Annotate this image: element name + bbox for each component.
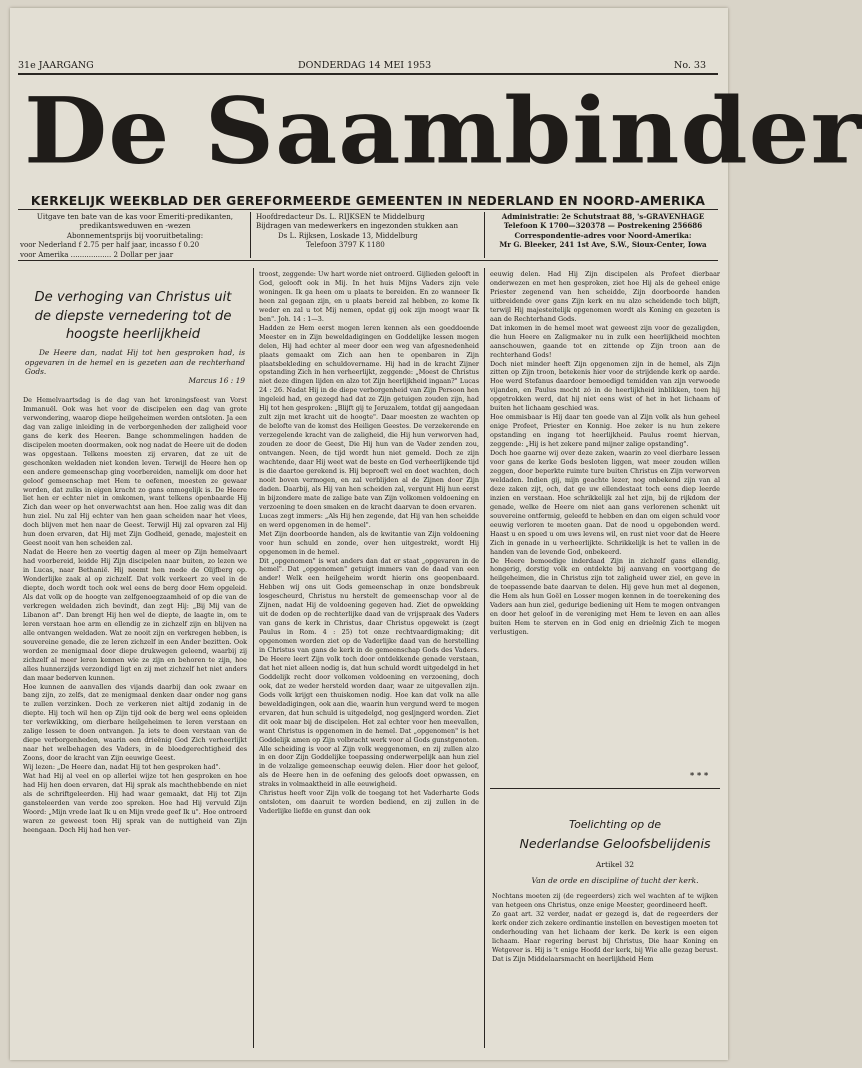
paragraph: Doch hoe gaarne wij over deze zaken, waarin zo veel dierbare lessen voor gans de kerke Gods besloten liggen, wat meer zouden willen zeggen, door beperkte ruimte ture buiten Christus en Zijn verworven weldaden. Indien gij, mijn geachte lezer, nog onbekend zijn van al deze zaken zijt, och, dat ge uw ellendestaat toch eens diep leerde inzien en verstaan. Hoe schrikkelijk zal het zijn, bij de rijkdom der genade, welke de Heere om niet aan gans verlorenen schenkt uit souvereine ontfermig, geleefd te hebben en dan om eigen schuld voor eeuwig verloren te moeten gaan. Dat de nood u opgebonden werd. Haast u en spoed u om uws levens wil, en rust niet voor dat de Heere Zich in genade in u verheerlijkte. Schrikkelijk is het te vallen in de handen van de levende God, onbekeerd.	[490, 449, 720, 556]
section-caption: Van de orde en discipline of tucht der kerk.	[531, 876, 699, 885]
paragraph: troost, zeggende: Uw hart worde niet ontroerd. Gijlieden gelooft in God, gelooft ook in Mij. In het huis Mijns Vaders zijn vele woningen. Ik ga heen om u plaats te bereiden. En zo wanneer Ik heen zal gegaan zijn, en u plaats bereid zal hebben, zo kome Ik weder en zal u tot Mij nemen, opdat gij ook zijn moogt waar Ik ben". Joh. 14 : 1—3.	[259, 270, 479, 323]
editor-line: Hoofdredacteur Ds. L. RIJKSEN te Middelburg	[256, 212, 425, 221]
column-divider	[484, 268, 485, 1048]
top-rule	[18, 73, 718, 75]
section-body	[492, 892, 718, 1048]
admin-line: Correspondentie-adres voor Noord-Amerika:	[514, 230, 692, 240]
paragraph: De Heere bemoedige inderdaad Zijn in zichzelf gans ellendig, hongerig, dorstig volk en ontdekte bij aanvang en voortgang de heilgeheimen, die in Christus zijn tot zaligheid uwer ziel, en geve in de toepassende bate daarvan te delen. Hij geve hun met al degenen, die Hem als hun Goël en Losser mogen kennen in de toerekening des Vaders aan hun ziel, gedurige bediening uit Hem te mogen ontvangen en door het geloof in de vereniging met Hem te leven en aan alles buiten Hem te sterven en in God enig en drieënig Zich te mogen verlustigen.	[490, 556, 720, 637]
editor-info	[256, 212, 486, 250]
paragraph: Hadden ze Hem eerst mogen leren kennen als een goeddoende Meester en in Zijn beweldadigingen en Goddelijke lessen mogen delen, Hij had echter al meer door een weg van afgesnedenheid plaats gemaakt om Zich aan hen te openbaren in Zijn plaatsbekleding en schuldovername. Hij had in de kracht Zijner opstanding Zich in hen verheerlijkt, zeggende: „Moest de Christus niet deze dingen lijden en alzo tot Zijn heerlijkheid ingaan?" Lucas 24 : 26. Nadat Hij in de diepe verborgenheid van Zijn Persoon hen ingeleid had, en gezegd had dat ze Zijn getuigen zouden zijn, had Hij tot hen gesproken: „Blijft gij te Jeruzalem, totdat gij aangedaan zult zijn met kracht uit de hoogte". Daar moesten ze wachten op de belofte van de komst des Heiligen Geestes. De verzekerende en verzegelende kracht van de zaligheid, die Hij hun verworven had, zouden ze door de Geest, Die Hij hun van de Vader zenden zou, ontvangen. Neen, de tijd wordt hun niet gemeld. Doch ze zijn wachtende, daar Hij weet wat de beste en God verheerlijkende tijd is die daartoe gerekend is. Hij beproeft wel en doet wachten, doch nooit boven vermogen, en zal verblijden al de Zijnen door Zijn daden. Daarbij, als Hij van hen scheiden zal, vergunt Hij hun eerst in bijzondere mate de zalige bate van Zijn volkomen voldoening en verzoening te doen smaken en de kracht daarvan te doen ervaren.	[259, 323, 479, 511]
article-number: Artikel 32	[595, 860, 635, 869]
paragraph: De Hemelvaartsdag is de dag van het kroningsfeest van Vorst Immanuël. Ook was het voor de discipelen een dag van grote verwondering, waarop diepe heilgeheimen werden ontsloten. Ja een dag van zalige inleiding in de verborgenheden der zaligheid voor gans de kerk des Heeren. Bange schommelingen hadden de discipelen moeten doormaken, ook nog nadat de Heere uit de doden was opgestaan. Telkens moesten zij ervaren, dat ze uit de geschonken weldaden niet konden leven. Terwijl de Heere hen op een andere gemeenschap ging voorbereiden, namelijk om door het geloof gemeenschap met Hem te oefenen, moesten ze gewaar worden, dat zulks in eigen kracht zo gans onmogelijk is. De Heere liet hen er echter niet in omkomen, want telkens openbaarde Hij Zich dan weer op het onverwachtst aan hen. Hoe zalig was dit dan hun ziel. Nu zal Hij echter van hen gaan scheiden naar het vlees, doch blijven met hen naar de Geest. Terwijl Hij zal opvaren zal Hij hun doen ervaren, dat Hij met Zijn Godheid, genade, majesteit en Geest nooit van hen scheiden zal.	[23, 396, 247, 548]
paragraph: Hoe ommisbaar is Hij daar ten goede van al Zijn volk als hun geheel enige Profeet, Priester en Konnig. Hoe zeker is nu hun zekere opstanding en ingang tot heerlijkheid. Paulus roemt hiervan, zeggende: „Hij is het zekere pand mijner zalige opstanding".	[490, 413, 720, 449]
article-column-2	[259, 270, 479, 1048]
header-divider	[484, 212, 485, 258]
article-title-line: de diepste vernedering tot de	[34, 308, 232, 324]
header-bottom-rule	[18, 260, 718, 261]
newspaper-page	[10, 8, 862, 1060]
article-end-mark: * * *	[690, 770, 709, 780]
article-epigraph: De Heere dan, nadat Hij tot hen gesproken had, is opgevaren in de hemel en is gezeten aan de rechterhand Gods.	[25, 348, 245, 377]
paragraph: Christus heeft voor Zijn volk de toegang tot het Vaderharte Gods ontsloten, om daaruit te worden bediend, en zij zullen in de Vaderlijke liefde en gunst dan ook	[259, 789, 479, 816]
paragraph: Nadat de Heere hen zo veertig dagen al meer op Zijn hemelvaart had voorbereid, leidde Hij Zijn discipelen naar buiten, zo lezen we in Lucas, naar Bethanië. Hij neemt hen mede de Olijfberg op. Wonderlijke zaak al op zichzelf. Dat volk verkeert zo veel in de diepte, doch wordt toch ook wel eens de berg door Hem opgeleid. Als dat volk op de hoogte van zelfgenoegzaamheid of op die van de verkregen weldaden zich bevindt, dan zegt Hij: „Bij Mij van de Libanon af". Dan brengt Hij hen wel de diepte, de laagte in, om te leren verstaan hoe arm en ellendig ze in zichzelf zijn en blijven na alle ontvangen weldaden. Wat ze nooit zijn en verkregen hebben, is souvereine genade, die ze leren zichzelf in een Ander bezitten. Ook worden ze menigmaal door diepe drukwegen geleend, waarbij zij zichzelf al meer leren kennen wie ze zijn en behoren te zijn, hoe alles hunnerzijds verzondigd ligt en zij met zichzelf het niet anders dan maar bederven kunnen.	[23, 548, 247, 682]
newspaper-subtitle: KERKELIJK WEEKBLAD DER GEREFORMEERDE GEMEENTEN IN NEDERLAND EN NOORD-AMERIKA	[30, 194, 706, 208]
paragraph: eeuwig delen. Had Hij Zijn discipelen als Profeet dierbaar onderwezen en met hen gesproken, ziet hoe Hij als de geheel enige Priester zegenend van hen scheidde, Zijn doorboorde handen uitbreidende over gans Zijn kerk en nu alzo scheidende toch blijft, terwijl Hij majesteitelijk opgenomen wordt als Koning en gezeten is aan de Rechterhand Gods.	[490, 270, 720, 323]
admin-line: Telefoon K 1700—320378 — Postrekening 256686	[503, 221, 703, 231]
editor-line: Ds L. Rijksen, Loskade 13, Middelburg	[278, 230, 418, 240]
issue-date: DONDERDAG 14 MEI 1953	[298, 60, 432, 71]
paragraph: Nochtans moeten zij (de regeerders) zich wel wachten af te wijken van hetgeen ons Christus, onze enige Meester, geordineerd heeft.	[492, 892, 718, 909]
subtitle-rule	[18, 209, 718, 210]
article-column-1	[23, 396, 247, 1048]
paragraph: Dat inkomen in de hemel moet wat geweest zijn voor de gezaligden, die hun Heere en Zaligmaker nu in zulk een heerlijkheid mochten aanschouwen, gaande tot en zittende op Zijn troon aan de rechterhand Gods!	[490, 323, 720, 359]
article-title-line: hoogste heerlijkheid	[65, 327, 201, 342]
subscription-line: voor Nederland f 2.75 per half jaar, incasso f 0.20	[20, 240, 200, 250]
article-title	[23, 289, 243, 345]
volume-label: 31e JAARGANG	[18, 60, 94, 71]
administration-info	[488, 212, 718, 250]
article-column-3	[490, 270, 720, 768]
issue-number: No. 33	[674, 60, 706, 71]
paragraph: Wij lezen: „De Heere dan, nadat Hij tot hen gesproken had".	[23, 763, 221, 772]
admin-line: Mr G. Bleeker, 241 1st Ave, S.W., Sioux-Center, Iowa	[499, 240, 707, 250]
column-divider	[253, 268, 254, 1048]
scripture-reference: Marcus 16 : 19	[188, 376, 245, 385]
article-title-line: De verhoging van Christus uit	[34, 290, 232, 305]
newspaper-title: De Saambinder	[24, 76, 862, 185]
publisher-info	[20, 212, 250, 259]
editor-line: Telefoon 3797 K 1180	[306, 240, 385, 250]
publisher-line: Uitgave ten bate van de kas voor Emeriti-predikanten,	[36, 212, 234, 221]
admin-line: Administratie: 2e Schutstraat 88, 's-GRAVENHAGE	[501, 212, 705, 221]
paragraph: Lucas zegt immers: „Als Hij hen zegende, dat Hij van hen scheidde en werd opgenomen in de hemel".	[259, 511, 479, 529]
paragraph: Wat had Hij al veel en op allerlei wijze tot hen gesproken en hoe had Hij hen doen ervaren, dat Hij sprak als machthebbende en niet als de schriftgeleerden. Hij had waar gemaakt, dat Hij tot Zijn gansteleerden van verde zoo spreken. Hoe had Hij vervuld Zijn Woord: „Mijn vrede laat Ik u en Mijn vrede geef Ik u". Hoe ontroerd waren ze geweest toen Hij sprak van de nuttigheid van Zijn heengaan. Doch Hij had hen ver-	[23, 772, 247, 834]
section-title: Nederlandse Geloofsbelijdenis	[519, 836, 711, 851]
subscription-line: Abonnementsprijs bij vooruitbetaling:	[66, 230, 204, 240]
paragraph: Zo gaat art. 32 verder, nadat er gezegd is, dat de regeerders der kerk onder zich zekere ordinantie instellen en bevestigen moeten tot onderhouding van het lichaam der kerk. De kerk is een eigen lichaam. Haar regering berust bij Christus, Die haar Koning en Wetgever is. Hij is 't enige Hoofd der kerk, bij Wie alle gezag berust. Dat is Zijn Middelaarsmacht en heerlijkheid Hem	[492, 909, 718, 963]
section-heading: Toelichting op de	[568, 818, 662, 831]
paragraph: Met Zijn doorboorde handen, als de kwitantie van Zijn voldoening voor hun schuld en zonde, over hen uitgestrekt, wordt Hij opgenomen in de hemel.	[259, 529, 479, 556]
subscription-line: voor Amerika .................. 2 Dollar per jaar	[20, 249, 174, 259]
paragraph: Doch niet minder heeft Zijn opgenomen zijn in de hemel, als Zijn zitten op Zijn troon, betekenis hier voor de strijdende kerk op aarde. Hoe werd Stefanus daardoor bemoedigd temidden van zijn verwoede vijanden, en Paulus mocht zó in de heerlijkheid inblikken, toen hij opgetrokken werd, dat hij niet eens wist of het in het lichaam of buiten het lichaam geschied was.	[490, 359, 720, 413]
paragraph: Dit „opgenomen" is wat anders dan dat er staat „opgevaren in de hemel". Dat „opgenomen" getuigt immers van de daad van een ander! Welk een heilgeheim wordt hierin ons geopenbaard. Hebben wij ons uit Gods gemeenschap in onze bondsbreuk losgescheurd, Christus nu herstelt de gemeenschap voor al de Zijnen, nadat Hij de voldoening gegeven had. Ziet de opwekking uit de doden op de rechterlijke daad van de vrijspraak des Vaders van gans de kerk in Christus, daar Christus opgewekt is (zegt Paulus in Rom. 4 : 25) tot onze rechtvaardigmaking; dit opgenomen worden ziet op de Vaderlijke daad van de herstelling in Christus van gans de kerk in de gemeenschap Gods des Vaders. De Heere leert Zijn volk toch door ontdekkende genade verstaan, dat het niet alleen nodig is, dat hun schuld wordt uitgedelgd in het Goddelijk recht door volkomen voldoening en verzoening, doch ook, dat ze weder hersteld worden daar, waar ze uitgevallen zijn. Gods volk krijgt een thuiskomen nodig. Hoe kan dat volk na alle beweldadigingen, ook aan die, waarin hun vergund werd te mogen ervaren, dat hun schuld is uitgedelgd, nog gesljngerd worden. Ziet dit ook maar bij de discipelen. Het zal echter voor hen meevallen, want Christus is opgenomen in de hemel. Dat „opgenomen" is het Goddelijk amen op Zijn volbracht werk voor al Gods gunstgenoten. Alle scheiding is voor al Zijn volk weggenomen, en zij zullen alzo in en door Zijn Goddelijke toepassing onderwerpelijk aan hun ziel in de volzalige gemeenschap eeuwig delen. Hier door het geloof, als de Heere hen in de oefening des geloofs doet opwassen, en straks in volmaaktheid in alle eeuwigheid.	[259, 556, 479, 789]
header-divider	[250, 212, 251, 258]
paragraph: Hoe kunnen de aanvallen des vijands daarbij dan ook zwaar en bang zijn, zo zelfs, dat ze menigmaal denken daar onder nog gans te zullen verzinken. Doch ze verkeren niet altijd zodanig in de diepte. Hij toch wil hen op Zijn tijd ook de berg wel eens opleiden ter verkwikking, om dierbare heilgeheimen te leren verstaan en zalige lessen te doen ontvangen. Ja iets te doen verstaan van de diepe verborgenheden, waarin een drieënig God Zich verheerlijkt naar het welbehagen des Vaders, in de bloedgerechtigheid des Zoons, door de kracht van Zijn eeuwige Geest.	[23, 682, 247, 763]
editor-line: Bijdragen van medewerkers en ingezonden stukken aan	[256, 221, 459, 231]
publisher-line: predikantsweduwen en -wezen	[79, 221, 191, 231]
section-top-rule	[490, 788, 720, 789]
